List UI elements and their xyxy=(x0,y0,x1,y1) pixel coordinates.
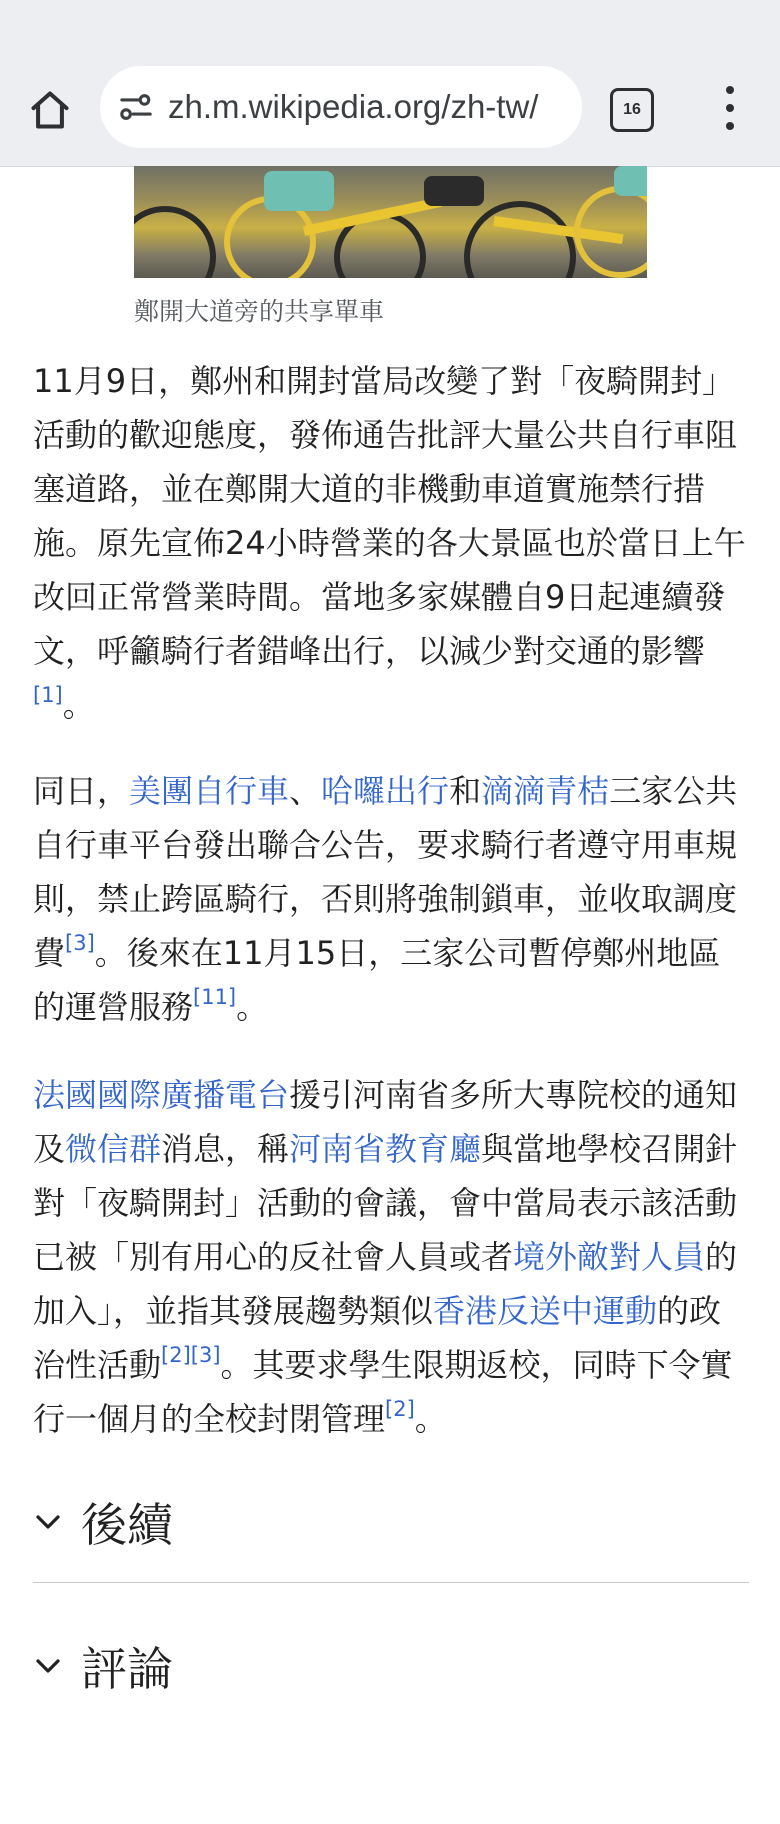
chevron-down-icon xyxy=(33,1651,63,1681)
paragraph-text: 三家公共自行車平台發出聯合公告，要求騎行者遵守用車規則，禁止跨區騎行，否則將強制鎖車，並收取調度費 xyxy=(33,772,738,972)
home-icon xyxy=(28,88,72,132)
reference-link[interactable]: [1] xyxy=(33,683,63,707)
bike-wheel xyxy=(134,206,216,278)
figure-caption: 鄭開大道旁的共享單車 xyxy=(134,297,385,326)
url-text[interactable]: zh.m.wikipedia.org/zh-tw/ xyxy=(168,88,539,125)
menu-dot-icon xyxy=(726,86,734,94)
bike-basket xyxy=(614,166,647,196)
link-meituan-bike[interactable]: 美團自行車 xyxy=(129,772,290,810)
bike-wheel xyxy=(464,201,576,278)
paragraph-text: 11月9日，鄭州和開封當局改變了對「夜騎開封」活動的歡迎態度，發佈通告批評大量公共自行車阻塞道路，並在鄭開大道的非機動車道實施禁行措施。原先宣佈24小時營業的各大景區也於當日上午改回正常營業時間。當地多家媒體自9日起連續發文，呼籲騎行者錯峰出行，以減少對交通的影響 xyxy=(33,362,746,670)
link-didi-qingju[interactable]: 滴滴青桔 xyxy=(481,772,610,810)
section-commentary-toggle[interactable] xyxy=(33,1636,749,1696)
chevron-down-icon xyxy=(33,1507,63,1537)
reference-link[interactable]: [3] xyxy=(65,931,95,955)
link-hellobike[interactable]: 哈囉出行 xyxy=(321,772,450,810)
paragraph-text: 的政治性活動 xyxy=(33,1292,722,1384)
punctuation: 。 xyxy=(62,686,95,724)
shared-bikes-photo[interactable] xyxy=(134,166,647,278)
section-divider xyxy=(33,1582,749,1583)
paragraph-text: 同日， xyxy=(33,772,130,810)
section-title: 評論 xyxy=(81,1642,173,1696)
bike-basket xyxy=(264,171,334,211)
link-foreign-hostile-forces[interactable]: 境外敵對人員 xyxy=(513,1238,706,1276)
section-aftermath-toggle[interactable] xyxy=(33,1492,749,1552)
link-rfi[interactable]: 法國國際廣播電台 xyxy=(33,1076,290,1114)
punctuation: 。 xyxy=(414,1400,447,1438)
paragraph-text: 消息，稱 xyxy=(161,1130,290,1168)
more-menu-button[interactable] xyxy=(712,86,748,130)
bike-basket xyxy=(424,176,484,206)
paragraph-text: 。其要求學生限期返校，同時下令實行一個月的全校封閉管理 xyxy=(33,1346,733,1438)
reference-link[interactable]: [3] xyxy=(190,1343,221,1367)
browser-toolbar xyxy=(0,0,780,167)
paragraph-1 xyxy=(33,354,749,732)
tab-count: 16 xyxy=(623,101,641,118)
reference-link[interactable]: [2] xyxy=(385,1397,415,1421)
address-bar[interactable] xyxy=(100,66,582,148)
paragraph-3 xyxy=(33,1068,749,1446)
paragraph-text: 。後來在11月15日，三家公司暫停鄭州地區的運營服務 xyxy=(33,934,721,1026)
reference-link[interactable]: [2] xyxy=(161,1343,191,1367)
reference-link[interactable]: [11] xyxy=(193,985,237,1009)
paragraph-text: 和 xyxy=(449,772,482,810)
bike-wheel xyxy=(574,186,647,278)
site-info-icon[interactable] xyxy=(118,89,154,125)
paragraph-2 xyxy=(33,764,749,1034)
home-button[interactable] xyxy=(22,82,78,138)
menu-dot-icon xyxy=(726,104,734,112)
link-wechat-group[interactable]: 微信群 xyxy=(65,1130,162,1168)
link-henan-education-department[interactable]: 河南省教育廳 xyxy=(289,1130,482,1168)
paragraph-text: 援引河南省多所大專院校的通知及 xyxy=(33,1076,738,1168)
paragraph-text: 、 xyxy=(289,772,322,810)
section-title: 後續 xyxy=(81,1498,173,1552)
link-hong-kong-protests[interactable]: 香港反送中運動 xyxy=(433,1292,658,1330)
paragraph-text: 與當地學校召開針對「夜騎開封」活動的會議，會中當局表示該活動已被「別有用心的反社會人員或者 xyxy=(33,1130,738,1276)
punctuation: 。 xyxy=(236,988,269,1026)
paragraph-text: 的加入」，並指其發展趨勢類似 xyxy=(33,1238,738,1330)
menu-dot-icon xyxy=(726,122,734,130)
tab-switcher-button[interactable] xyxy=(610,88,654,132)
